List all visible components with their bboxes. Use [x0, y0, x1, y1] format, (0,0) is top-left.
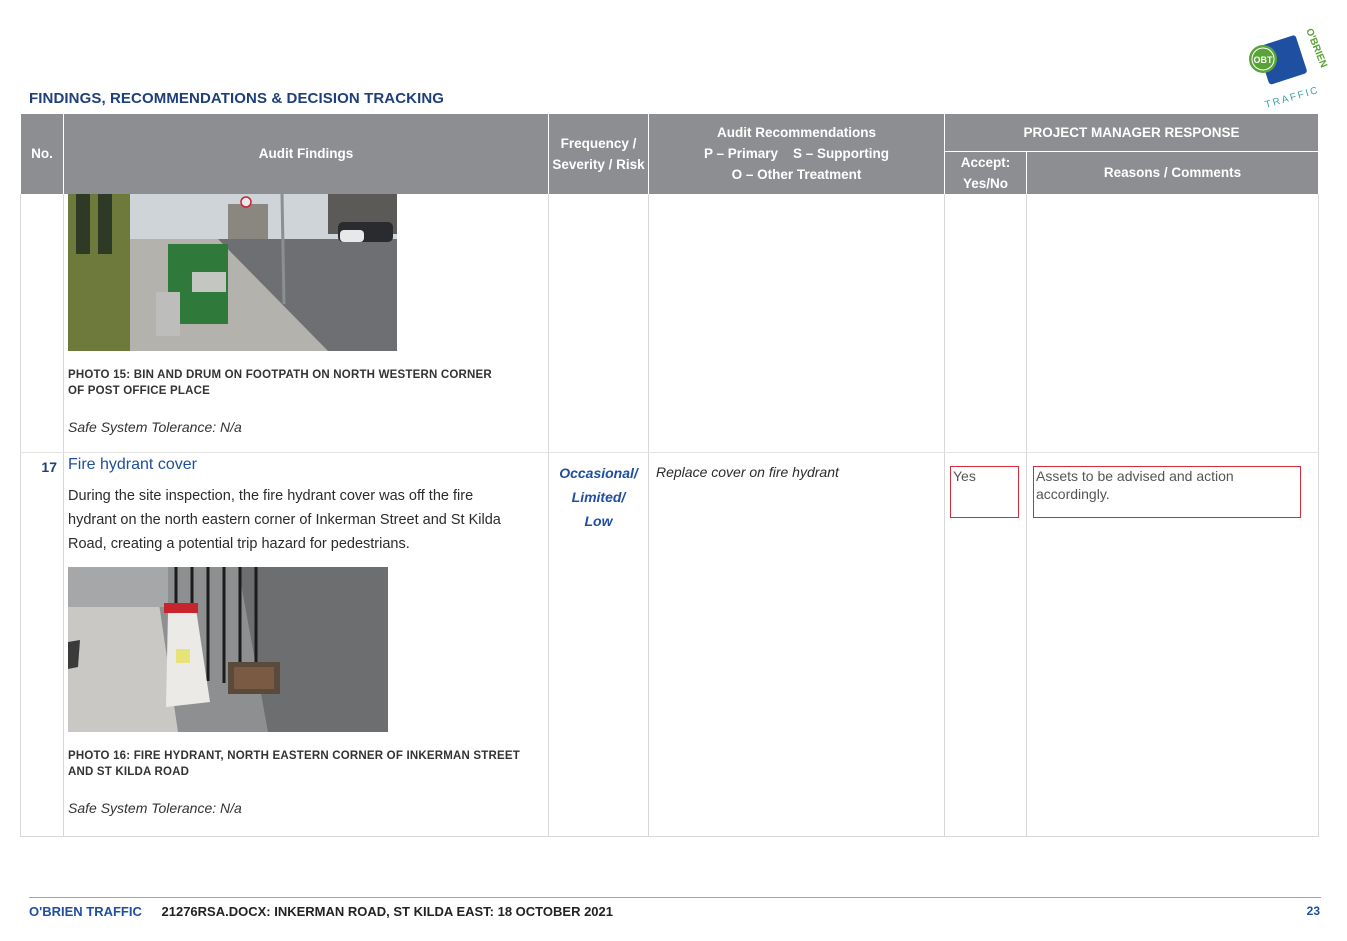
header-accept-line1: Accept: [960, 154, 1011, 170]
photo-16-caption-line2: AND ST KILDA ROAD [68, 766, 190, 778]
photo-15-caption-line1: PHOTO 15: BIN AND DRUM ON FOOTPATH ON NORTH WESTERN CORNER [68, 368, 492, 381]
footer-document-ref: 21276RSA.DOCX: INKERMAN ROAD, ST KILDA EAST: 18 OCTOBER 2021 [161, 904, 613, 919]
footer-brand: O'BRIEN TRAFFIC [29, 904, 142, 919]
cell-recommendation [649, 453, 945, 837]
fire-hydrant-photo [68, 567, 388, 732]
header-pm-response: PROJECT MANAGER RESPONSE [945, 114, 1319, 151]
item-title: Fire hydrant cover [68, 456, 197, 473]
street-bin-photo [68, 194, 397, 351]
header-reasons-comments: Reasons / Comments [1027, 151, 1319, 194]
comment-line1: Assets to be advised and action [1036, 468, 1234, 484]
cell-no [21, 194, 64, 453]
table-row [21, 453, 1319, 837]
cell-accept [945, 453, 1027, 837]
header-accept-line2: Yes/No [962, 175, 1009, 191]
item-description-line1: During the site inspection, the fire hydrant cover was off the fire [68, 488, 474, 504]
item-description-line3: Road, creating a potential trip hazard for pedestrians. [68, 536, 410, 552]
header-frequency-line2: Severity / Risk [552, 156, 645, 172]
page-heading: FINDINGS, RECOMMENDATIONS & DECISION TRACKING [29, 90, 445, 107]
reasons-comment-field[interactable] [1033, 466, 1301, 518]
logo-badge-text: OBT [1253, 55, 1273, 65]
obrien-traffic-logo [1244, 24, 1334, 110]
item-description [68, 484, 548, 556]
logo-word-bottom: TRAFFIC [1263, 84, 1321, 110]
cell-findings [64, 453, 549, 837]
comment-line2: accordingly. [1036, 486, 1110, 502]
cell-recommendation [649, 194, 945, 453]
header-audit-findings: Audit Findings [64, 114, 549, 194]
frequency-line2: Limited/ [571, 489, 626, 505]
cell-frequency [549, 453, 649, 837]
frequency-line1: Occasional/ [559, 465, 638, 481]
findings-table [20, 114, 1319, 837]
cell-reasons [1027, 453, 1319, 837]
logo-word-top: O'BRIEN [1303, 27, 1329, 70]
header-recommendations-line2: P – Primary S – Supporting [703, 146, 890, 162]
accept-field[interactable]: Yes [950, 466, 1019, 518]
cell-accept [945, 194, 1027, 453]
header-accept [945, 151, 1027, 194]
photo-15-caption-line2: OF POST OFFICE PLACE [68, 384, 211, 397]
header-frequency [549, 114, 649, 194]
cell-findings [64, 194, 549, 453]
page-number: 23 [1306, 904, 1320, 918]
recommendation-text: Replace cover on fire hydrant [656, 464, 839, 480]
item-description-line2: hydrant on the north eastern corner of Inkerman Street and St Kilda [68, 512, 501, 528]
table-row [21, 194, 1319, 453]
item-number: 17 [21, 453, 64, 837]
footer-divider [29, 897, 1321, 898]
photo-15-caption [68, 367, 548, 399]
header-no: No. [21, 114, 64, 194]
header-recommendations-line1: Audit Recommendations [716, 125, 876, 141]
header-frequency-line1: Frequency / [560, 135, 637, 151]
cell-frequency [549, 194, 649, 453]
photo-16-caption [68, 748, 548, 780]
footer [29, 904, 613, 919]
cell-reasons [1027, 194, 1319, 453]
photo-16-caption-line1: PHOTO 16: FIRE HYDRANT, NORTH EASTERN CORNER OF INKERMAN STREET [68, 750, 520, 762]
header-audit-recommendations [649, 114, 945, 194]
photo-16-tolerance: Safe System Tolerance: N/a [68, 800, 242, 816]
photo-15-tolerance: Safe System Tolerance: N/a [68, 418, 242, 435]
header-recommendations-line3: O – Other Treatment [731, 167, 862, 183]
frequency-line3: Low [584, 513, 613, 529]
